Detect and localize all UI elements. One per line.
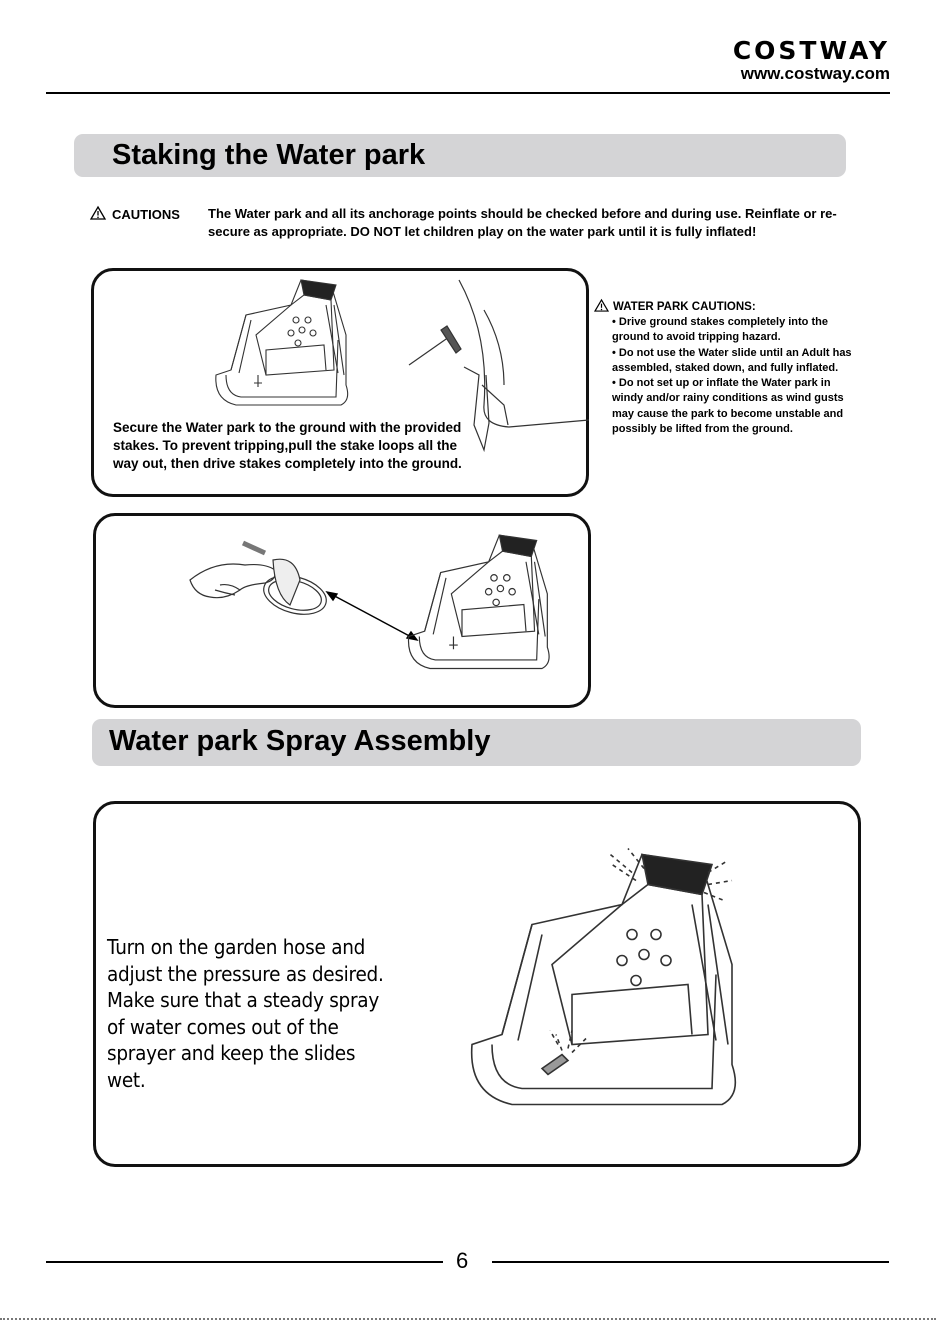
water-park-spray-illustration	[452, 842, 752, 1127]
staking-instruction: Secure the Water park to the ground with the provided stakes. To prevent tripping,pull the stake loops all the way out, then drive stakes completely into the ground.	[113, 420, 462, 471]
cautions-label: CAUTIONS	[112, 207, 180, 222]
spray-instruction: Turn on the garden hose and adjust the pressure as desired. Make sure that a steady spray of water comes out of the sprayer and keep the slides wet.	[107, 935, 384, 1092]
page-edge-dots	[0, 1318, 936, 1320]
section-header-spray	[92, 719, 861, 766]
caution-item: • Do not set up or inflate the Water park in windy and/or rainy conditions as wind gusts may cause the park to become unstable and possibly be lifted from the ground.	[612, 377, 844, 436]
warning-triangle-icon	[594, 299, 609, 315]
section-header-staking	[74, 134, 846, 177]
cautions-label-group	[90, 206, 180, 223]
warning-triangle-icon	[90, 206, 106, 223]
water-park-illustration	[398, 527, 558, 682]
water-park-cautions-title-group	[594, 299, 756, 315]
water-park-cautions-title: WATER PARK CAUTIONS:	[613, 301, 756, 313]
cautions-text: The Water park and all its anchorage points should be checked before and during use. Reinflate or re-secure as appropriate. DO NOT let children play on the water park until it is fully inflated!	[208, 206, 837, 239]
footer-divider-left	[46, 1261, 443, 1263]
water-park-illustration	[206, 275, 356, 415]
brand-website[interactable]: www.costway.com	[740, 64, 890, 83]
caution-item: • Drive ground stakes completely into the ground to avoid tripping hazard.	[612, 316, 828, 344]
section-title: Staking the Water park	[112, 139, 426, 171]
section-title: Water park Spray Assembly	[109, 725, 491, 757]
brand-logo: COSTWAY	[732, 36, 890, 65]
caution-item: • Do not use the Water slide until an Adult has assembled, staked down, and fully inflated.	[612, 346, 852, 374]
footer-divider-right	[492, 1261, 889, 1263]
hand-stake-loop-illustration	[185, 535, 335, 625]
page-number: 6	[456, 1248, 469, 1273]
water-park-cautions-list	[612, 315, 852, 437]
header-divider	[46, 92, 890, 94]
